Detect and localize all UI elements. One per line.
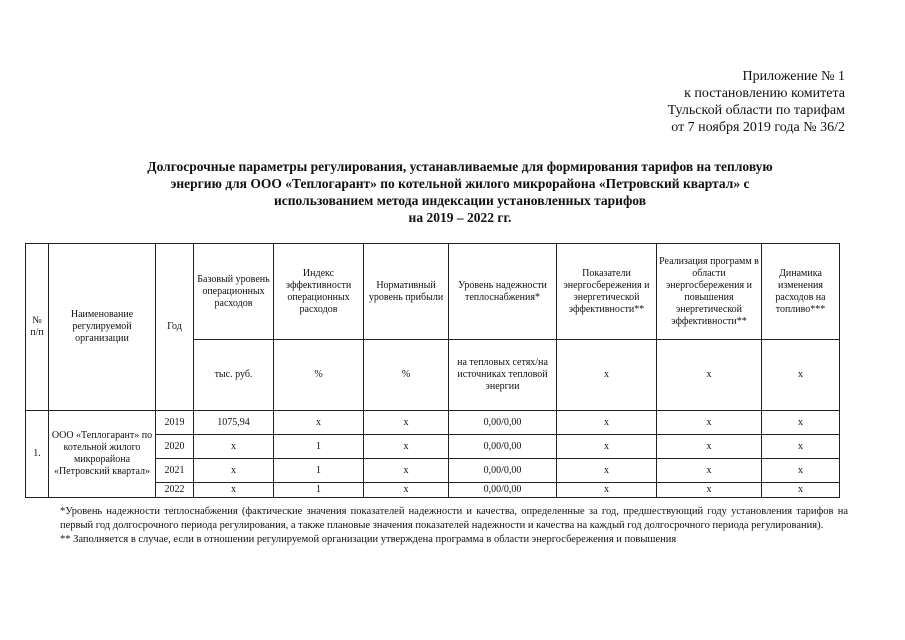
header-num: № п/п [26, 244, 49, 411]
unit-programs: х [657, 340, 762, 411]
cell-programs: х [657, 411, 762, 435]
appendix-block [600, 68, 845, 136]
title-line: Долгосрочные параметры регулирования, устанавливаемые для формирования тарифов на тепловую [147, 159, 773, 174]
footnotes [60, 505, 848, 547]
unit-fuel: х [762, 340, 840, 411]
title-line: энергию для ООО «Теплогарант» по котельной жилого микрорайона «Петровский квартал» с [170, 176, 750, 191]
cell-base: х [194, 483, 274, 498]
footnote-reliability: *Уровень надежности теплоснабжения (фактические значения показателей надежности и качества, определенные за год, предшествующий году установления тарифов на первый год долгосрочного периода регулирования, а также плановые значения показателей надежности и качества на каждый год долгосрочного периода регулирования). [60, 506, 848, 531]
parameters-table [25, 243, 840, 498]
cell-year: 2021 [156, 459, 194, 483]
cell-index: х [274, 411, 364, 435]
row-number: 1. [26, 411, 49, 498]
title-line: использованием метода индексации установленных тарифов [274, 193, 646, 208]
appendix-line: к постановлению комитета [684, 86, 845, 101]
unit-index: % [274, 340, 364, 411]
cell-programs: х [657, 483, 762, 498]
header-reliability: Уровень надежности теплоснабжения* [449, 244, 557, 340]
cell-index: 1 [274, 483, 364, 498]
unit-energy: х [557, 340, 657, 411]
cell-index: 1 [274, 435, 364, 459]
cell-energy: х [557, 435, 657, 459]
cell-year: 2022 [156, 483, 194, 498]
cell-reliability: 0,00/0,00 [449, 483, 557, 498]
cell-profit: х [364, 435, 449, 459]
appendix-line: Тульской области по тарифам [667, 103, 845, 118]
cell-base: х [194, 435, 274, 459]
cell-fuel: х [762, 459, 840, 483]
cell-base: х [194, 459, 274, 483]
header-programs: Реализация программ в области энергосбережения и повышения энергетической эффективности** [657, 244, 762, 340]
cell-energy: х [557, 459, 657, 483]
header-base: Базовый уровень операционных расходов [194, 244, 274, 340]
header-fuel: Динамика изменения расходов на топливо*** [762, 244, 840, 340]
cell-energy: х [557, 483, 657, 498]
cell-base: 1075,94 [194, 411, 274, 435]
header-index: Индекс эффективности операционных расходов [274, 244, 364, 340]
unit-reliability: на тепловых сетях/на источниках тепловой энергии [449, 340, 557, 411]
header-profit: Нормативный уровень прибыли [364, 244, 449, 340]
cell-fuel: х [762, 435, 840, 459]
organization-name: ООО «Теплогарант» по котельной жилого микрорайона «Петровский квартал» [49, 411, 156, 498]
cell-fuel: х [762, 411, 840, 435]
cell-energy: х [557, 411, 657, 435]
header-year: Год [156, 244, 194, 411]
cell-fuel: х [762, 483, 840, 498]
unit-base: тыс. руб. [194, 340, 274, 411]
cell-reliability: 0,00/0,00 [449, 435, 557, 459]
footnote-energy-programs: ** Заполняется в случае, если в отношении регулируемой организации утверждена программа в области энергосбережения и повышения [60, 534, 677, 545]
document-title [60, 158, 860, 226]
header-row [26, 244, 840, 340]
title-line: на 2019 – 2022 гг. [408, 210, 512, 225]
cell-reliability: 0,00/0,00 [449, 411, 557, 435]
appendix-line: Приложение № 1 [742, 69, 845, 84]
cell-programs: х [657, 459, 762, 483]
table-row [26, 411, 840, 435]
cell-programs: х [657, 435, 762, 459]
cell-profit: х [364, 411, 449, 435]
cell-profit: х [364, 483, 449, 498]
cell-index: 1 [274, 459, 364, 483]
header-energy: Показатели энергосбережения и энергетической эффективности** [557, 244, 657, 340]
cell-profit: х [364, 459, 449, 483]
cell-reliability: 0,00/0,00 [449, 459, 557, 483]
header-org: Наименование регулируемой организации [49, 244, 156, 411]
appendix-line: от 7 ноября 2019 года № 36/2 [671, 120, 845, 135]
cell-year: 2020 [156, 435, 194, 459]
unit-profit: % [364, 340, 449, 411]
cell-year: 2019 [156, 411, 194, 435]
